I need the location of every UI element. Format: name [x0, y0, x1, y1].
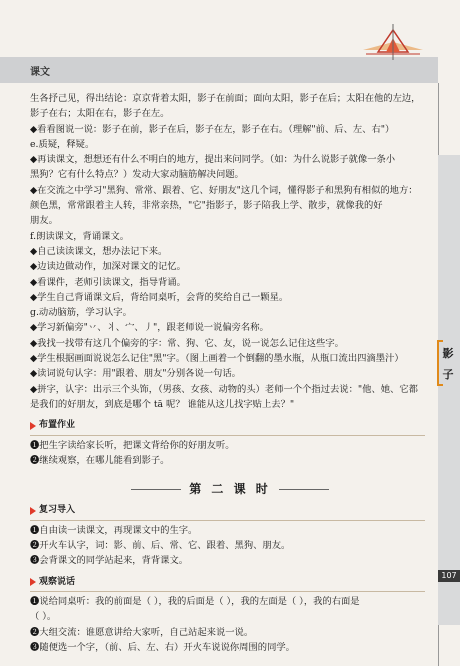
list-item: （ ）。 — [30, 611, 57, 623]
page-content — [30, 91, 430, 655]
title-rule-right — [279, 489, 329, 490]
body-line: 颜色黑，常常跟着主人转，非常亲热，"它"指影子，影子陪我上学、散步，就像我的好 — [30, 200, 383, 212]
section-arrow-icon — [30, 422, 36, 430]
body-line: ◆学生自己背诵课文后，背给同桌听，会背的奖给自己一颗星。 — [30, 291, 289, 303]
body-line: ◆再读课文，想想还有什么不明白的地方，提出来问同学。（如：为什么说影子就像一条小 — [30, 154, 396, 166]
body-line: ◆我找一找带有这几个偏旁的字：常、狗、它、友，说一说怎么记住这些字。 — [30, 337, 344, 349]
section-title: 观察说话 — [39, 576, 76, 587]
section-divider — [30, 591, 425, 592]
title-rule-left — [131, 489, 181, 490]
header-label: 课文 — [30, 67, 50, 78]
list-item: ❶说给同桌听：我的前面是（ ），我的后面是（ ），我的左面是（ ），我的右面是 — [30, 595, 360, 607]
body-line: 朋友。 — [30, 215, 58, 227]
body-line: 黑狗？它有什么特点？）发动大家动脑筋解决问题。 — [30, 169, 244, 181]
list-item: ❷继续观察，在哪儿能看到影子。 — [30, 454, 170, 466]
body-line: e.质疑，释疑。 — [30, 138, 95, 150]
body-line: ◆学习新偏旁"丷、丬、宀、丿"，跟老师说一说偏旁名称。 — [30, 322, 269, 334]
section-title: 复习导入 — [39, 505, 76, 516]
list-item: ❶把生字读给家长听，把课文背给你的好朋友听。 — [30, 439, 235, 451]
period-title — [30, 482, 430, 497]
section-heading-review — [30, 503, 430, 518]
body-line: g.动动脑筋，学习认字。 — [30, 307, 132, 319]
list-item: ❷大组交流：谁愿意讲给大家听，自己站起来说一说。 — [30, 626, 254, 638]
decorative-ornament-icon — [358, 22, 428, 62]
body-line: ◆看看图说一说：影子在前，影子在后，影子在左，影子在右。（理解"前、后、左、右"） — [30, 123, 395, 135]
side-tab — [438, 155, 460, 625]
section-divider — [30, 435, 425, 436]
section-arrow-icon — [30, 507, 36, 515]
body-line: ◆在交流之中学习"黑狗、常常、跟着、它、好朋友"这几个词，懂得影子和黑狗有相似的地方： — [30, 184, 418, 196]
body-line: 是我们的好朋友，到底是哪个 tā 呢？ 谁能从这儿找字贴上去？" — [30, 398, 295, 410]
side-tab-char-1: 影 — [442, 347, 454, 360]
section-heading-homework — [30, 418, 430, 433]
body-line: 生各抒己见，得出结论：京京背着太阳，影子在前面；面向太阳，影子在后；太阳在他的左边， — [30, 93, 421, 104]
page-number: 107 — [438, 570, 460, 582]
section-title: 布置作业 — [39, 420, 76, 431]
body-line: ◆读词说句认字：用"跟着、朋友"分别各说一句话。 — [30, 368, 241, 380]
list-item: ❷开火车认字，词：影、前、后、常、它、跟着、黑狗、朋友。 — [30, 540, 291, 552]
body-line: ◆学生根据画面说说怎么记住"黑"字。（图上画着一个倒翻的墨水瓶，从瓶口流出四滴墨汁） — [30, 353, 404, 365]
side-tab-char-2: 子 — [442, 368, 454, 381]
body-line: f.朗读课文，背诵课文。 — [30, 230, 130, 242]
list-item: ❶自由读一读课文，再现课文中的生字。 — [30, 524, 198, 536]
body-line: ◆看课件，老师引读课文，指导背诵。 — [30, 276, 186, 288]
period-title-text: 第 二 课 时 — [189, 482, 271, 497]
section-arrow-icon — [30, 578, 36, 586]
body-line: 影子在右；太阳在右，影子在左。 — [30, 108, 170, 120]
body-line: ◆边读边做动作，加深对课文的记忆。 — [30, 261, 186, 273]
section-heading-speaking — [30, 575, 430, 590]
section-divider — [30, 520, 425, 521]
body-line: ◆拼字，认字：出示三个头饰，（男孩、女孩、动物的头）老师一个个指过去说："他、她、它都 — [30, 383, 418, 395]
body-line: ◆自己读读课文，想办法记下来。 — [30, 245, 168, 257]
list-item: ❸随便选一个字，（前、后、左、右）开火车说说你周围的同学。 — [30, 641, 295, 653]
list-item: ❸会背课文的同学站起来，背背课文。 — [30, 555, 189, 567]
